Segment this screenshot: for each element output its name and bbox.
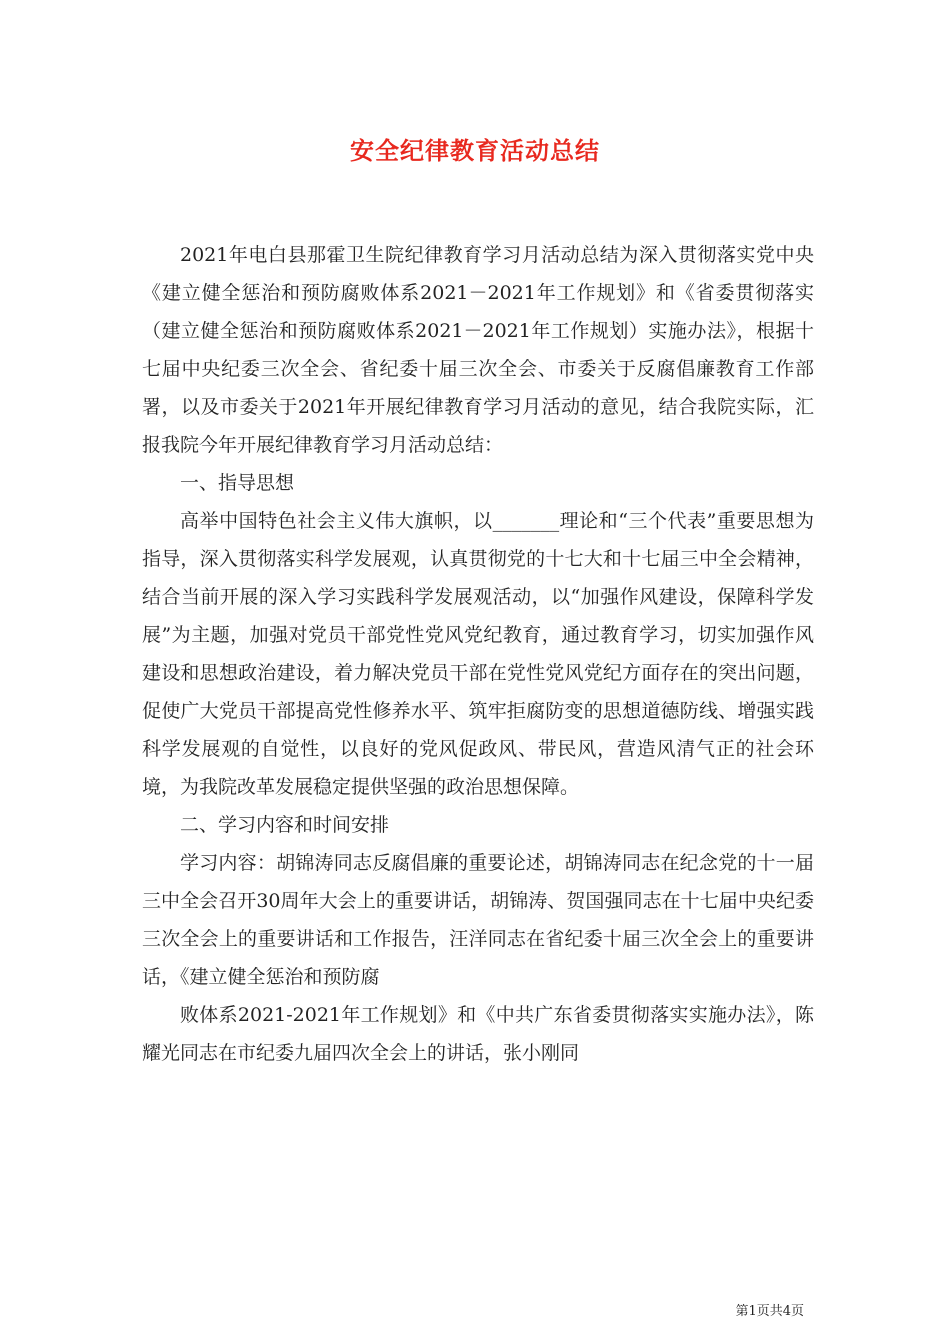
document-body xyxy=(142,236,814,1072)
paragraph-guiding-thought: 高举中国特色社会主义伟大旗帜，以_______理论和“三个代表”重要思想为指导，深入贯彻落实科学发展观，认真贯彻党的十七大和十七届三中全会精神，结合当前开展的深入学习实践科学发展观活动，以“加强作风建设，保障科学发展”为主题，加强对党员干部党性党风党纪教育，通过教育学习，切实加强作风建设和思想政治建设，着力解决党员干部在党性党风党纪方面存在的突出问题，促使广大党员干部提高党性修养水平、筑牢拒腐防变的思想道德防线、增强实践科学发展观的自觉性，以良好的党风促政风、带民风，营造风清气正的社会环境，为我院改革发展稳定提供坚强的政治思想保障。 xyxy=(142,510,814,798)
section-heading-study-content: 二、学习内容和时间安排 xyxy=(180,814,390,836)
paragraph-intro: 2021年电白县那霍卫生院纪律教育学习月活动总结为深入贯彻落实党中央《建立健全惩治和预防腐败体系2021－2021年工作规划》和《省委贯彻落实（建立健全惩治和预防腐败体系2021－2021年工作规划）实施办法》，根据十七届中央纪委三次全会、省纪委十届三次全会、市委关于反腐倡廉教育工作部署，以及市委关于2021年开展纪律教育学习月活动的意见，结合我院实际，汇报我院今年开展纪律教育学习月活动总结： xyxy=(142,244,814,456)
paragraph-study-content-continued: 败体系2021-2021年工作规划》和《中共广东省委贯彻落实实施办法》，陈耀光同志在市纪委九届四次全会上的讲话，张小刚同 xyxy=(142,1004,814,1064)
paragraph-study-content: 学习内容：胡锦涛同志反腐倡廉的重要论述，胡锦涛同志在纪念党的十一届三中全会召开30周年大会上的重要讲话，胡锦涛、贺国强同志在十七届中央纪委三次全会上的重要讲话和工作报告，汪洋同志在省纪委十届三次全会上的重要讲话，《建立健全惩治和预防腐 xyxy=(142,852,814,988)
document-title: 安全纪律教育活动总结 xyxy=(350,137,600,165)
section-heading-guiding-thought: 一、指导思想 xyxy=(180,472,295,494)
page-number: 第1页共4页 xyxy=(735,1304,804,1319)
